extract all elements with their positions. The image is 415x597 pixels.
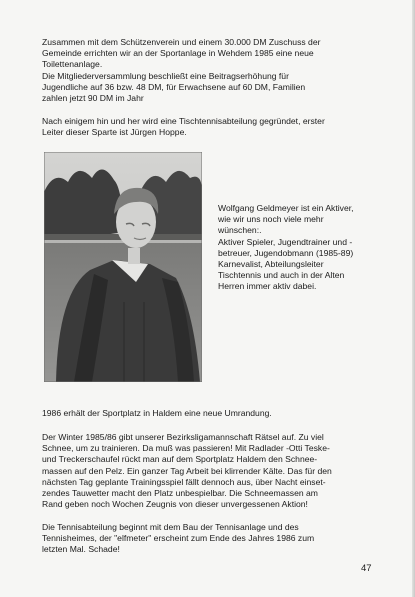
paragraph-tennis: [42, 522, 372, 556]
caption-line: betreuer, Jugendobmann (1985-89): [218, 247, 354, 258]
portrait-photo: [44, 152, 202, 382]
text-line: Leiter dieser Sparte ist Jürgen Hoppe.: [42, 127, 187, 138]
text-line: Die Mitgliederversammlung beschließt eine Beitragserhöhung für: [42, 71, 289, 81]
caption-line: Herren immer aktiv dabei.: [218, 281, 317, 292]
text-line: Schnee, um zu trainieren. Da muß was passieren! Mit Radlader -Otti Teske-: [42, 443, 330, 454]
paragraph-table-tennis: [42, 116, 372, 138]
text-line: Die Tennisabteilung beginnt mit dem Bau der Tennisanlage und des: [42, 522, 299, 532]
caption-line: wünschen:.: [218, 225, 262, 236]
paragraph-fee-increase: [42, 71, 372, 105]
text-line: letzten Mal. Schade!: [42, 544, 120, 555]
paragraph-winter: [42, 432, 372, 510]
text-line: Zusammen mit dem Schützenverein und einem 30.000 DM Zuschuss der: [42, 37, 321, 47]
caption-line: Karnevalist, Abteilungsleiter: [218, 259, 324, 270]
text-line: Toilettenanlage.: [42, 59, 103, 70]
text-line: Der Winter 1985/86 gibt unserer Bezirksligamannschaft Rätsel auf. Zu viel: [42, 432, 324, 442]
text-line: nächsten Tag geplante Trainingsspiel fällt dennoch aus, über Nacht einset-: [42, 476, 326, 487]
text-line: Rand geben noch Wochen Zeugnis von dieser unvergessenen Aktion!: [42, 499, 308, 510]
caption-line: Aktiver Spieler, Jugendtrainer und -: [218, 236, 353, 247]
paragraph-toilet-facility: [42, 37, 372, 71]
caption-line: wie wir uns noch viele mehr: [218, 214, 324, 225]
text-line: Jugendliche auf 36 bzw. 48 DM, für Erwachsene auf 60 DM, Familien: [42, 82, 306, 93]
caption-line: Tischtennis und auch in der Alten: [218, 270, 345, 281]
text-line: massen auf den Pelz. Ein ganzer Tag Arbeit bei klirrender Kälte. Das für den: [42, 465, 332, 476]
text-line: zendes Tauwetter macht den Platz unbespielbar. Die Schneemassen am: [42, 488, 318, 499]
text-line: zahlen jetzt 90 DM im Jahr: [42, 93, 144, 104]
text-line: Nach einigem hin und her wird eine Tischtennisabteilung gegründet, erster: [42, 116, 325, 126]
page-number: 47: [361, 563, 372, 574]
text-line: und Treckerschaufel rückt man auf dem Sportplatz Haldem den Schnee-: [42, 454, 318, 465]
text-line: Gemeinde errichten wir an der Sportanlage in Wehdem 1985 eine neue: [42, 48, 314, 59]
caption-line: Wolfgang Geldmeyer ist ein Aktiver,: [218, 203, 354, 213]
text-line: Tennisheimes, der "elfmeter" erscheint zum Ende des Jahres 1986 zum: [42, 533, 315, 544]
photo-caption: [218, 203, 378, 293]
paragraph-haldem-field: [42, 408, 372, 419]
text-line: 1986 erhält der Sportplatz in Haldem eine neue Umrandung.: [42, 408, 272, 418]
